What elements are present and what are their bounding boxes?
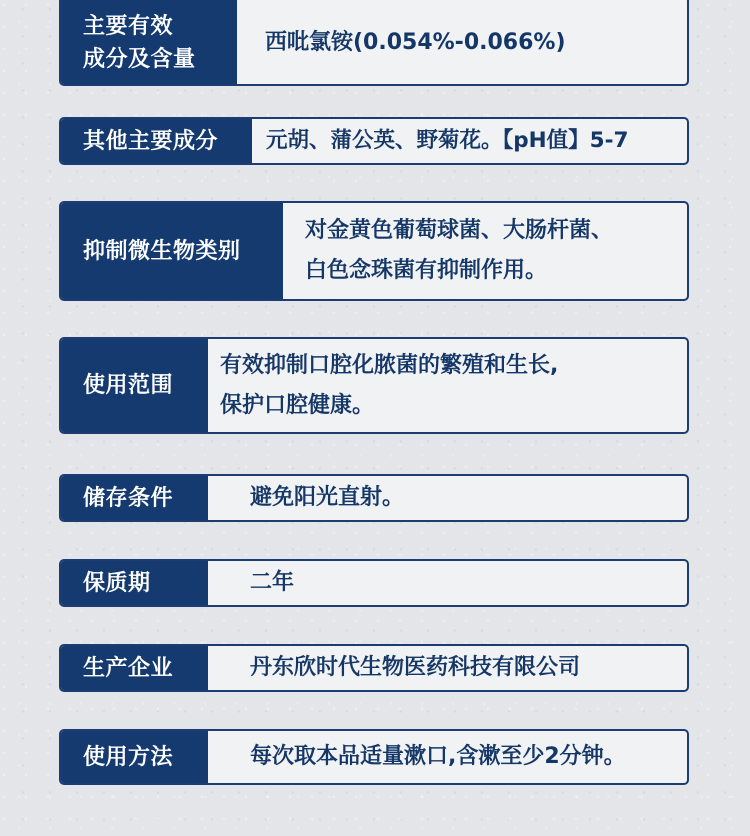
row-manufacturer: [59, 644, 689, 692]
row-value: 丹东欣时代生物医药科技有限公司: [250, 655, 581, 680]
row-value: 避免阳光直射。: [250, 485, 405, 510]
row-shelf-life: [59, 559, 689, 607]
row-label: 使用方法: [61, 731, 208, 783]
row-scope: [59, 337, 689, 434]
row-usage: [59, 729, 689, 785]
row-label: 生产企业: [61, 646, 208, 690]
row-value: 元胡、蒲公英、野菊花。【pH值】5-7: [266, 128, 629, 153]
row-label: 抑制微生物类别: [61, 203, 283, 299]
row-label: 储存条件: [61, 476, 208, 520]
row-label: 使用范围: [61, 339, 208, 432]
row-label: 主要有效 成分及含量: [61, 0, 237, 84]
row-active-ingredient: [59, 0, 689, 86]
row-label: 其他主要成分: [61, 119, 252, 163]
row-storage: [59, 474, 689, 522]
row-other-ingredients: [59, 117, 689, 165]
row-value: 有效抑制口腔化脓菌的繁殖和生长, 保护口腔健康。: [220, 352, 559, 418]
row-microbes: [59, 201, 689, 301]
row-value: 每次取本品适量漱口,含漱至少2分钟。: [250, 744, 626, 769]
row-label: 保质期: [61, 561, 208, 605]
row-value: 二年: [250, 570, 295, 595]
row-value: 西吡氯铵(0.054%-0.066%): [265, 30, 566, 55]
row-value: 对金黄色葡萄球菌、大肠杆菌、 白色念珠菌有抑制作用。: [305, 218, 614, 283]
